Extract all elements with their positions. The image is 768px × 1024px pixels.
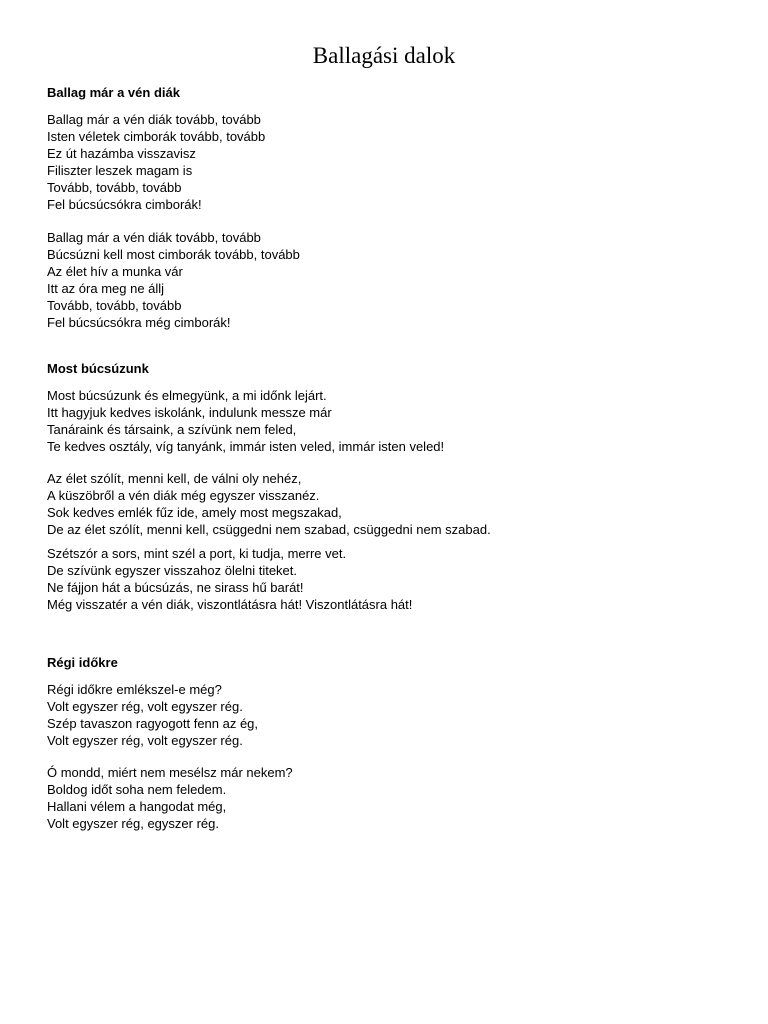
lyric-line: Szép tavaszon ragyogott fenn az ég, bbox=[47, 716, 259, 731]
lyric-line: Tanáraink és társaink, a szívünk nem feled, bbox=[47, 422, 297, 437]
lyric-line: Ó mondd, miért nem mesélsz már nekem? bbox=[47, 765, 293, 780]
song-ballag-mar-a-ven-diak bbox=[47, 84, 737, 331]
lyric-line: Volt egyszer rég, egyszer rég. bbox=[47, 816, 219, 831]
lyric-line: Ballag már a vén diák tovább, tovább bbox=[47, 112, 261, 127]
stanza bbox=[47, 681, 737, 749]
lyric-line: Tovább, tovább, tovább bbox=[47, 180, 182, 195]
lyric-line: Volt egyszer rég, volt egyszer rég. bbox=[47, 733, 243, 748]
lyric-line: Ne fájjon hát a búcsúzás, ne sirass hű barát! bbox=[47, 580, 304, 595]
lyric-line: Volt egyszer rég, volt egyszer rég. bbox=[47, 699, 243, 714]
song-title: Most búcsúzunk bbox=[47, 361, 149, 376]
lyric-line: De szívünk egyszer visszahoz ölelni titeket. bbox=[47, 563, 297, 578]
lyric-line: Ez út hazámba visszavisz bbox=[47, 146, 196, 161]
lyric-line: De az élet szólít, menni kell, csüggedni nem szabad, csüggedni nem szabad. bbox=[47, 522, 491, 537]
lyric-line: Még visszatér a vén diák, viszontlátásra hát! Viszontlátásra hát! bbox=[47, 597, 413, 612]
lyric-line: Fel búcsúcsókra még cimborák! bbox=[47, 315, 231, 330]
lyric-line: Ballag már a vén diák tovább, tovább bbox=[47, 230, 261, 245]
stanza bbox=[47, 229, 737, 331]
song-title: Régi időkre bbox=[47, 655, 118, 670]
document-title: Ballagási dalok bbox=[312, 43, 456, 68]
lyric-line: Most búcsúzunk és elmegyünk, a mi időnk lejárt. bbox=[47, 388, 327, 403]
lyric-line: Isten véletek cimborák tovább, tovább bbox=[47, 129, 266, 144]
lyric-line: Sok kedves emlék fűz ide, amely most megszakad, bbox=[47, 505, 342, 520]
stanza bbox=[47, 545, 737, 613]
lyric-line: A küszöbről a vén diák még egyszer visszanéz. bbox=[47, 488, 320, 503]
lyric-line: Itt hagyjuk kedves iskolánk, indulunk messze már bbox=[47, 405, 332, 420]
lyric-line: Az élet szólít, menni kell, de válni oly nehéz, bbox=[47, 471, 302, 486]
lyric-line: Boldog időt soha nem feledem. bbox=[47, 782, 227, 797]
song-title: Ballag már a vén diák bbox=[47, 85, 180, 100]
stanza bbox=[47, 470, 737, 538]
stanza bbox=[47, 387, 737, 455]
lyric-line: Filiszter leszek magam is bbox=[47, 163, 193, 178]
lyric-line: Hallani vélem a hangodat még, bbox=[47, 799, 227, 814]
lyric-line: Az élet hív a munka vár bbox=[47, 264, 183, 279]
lyric-line: Itt az óra meg ne állj bbox=[47, 281, 165, 296]
document-body bbox=[47, 84, 737, 832]
stanza bbox=[47, 764, 737, 832]
song-regi-idokre bbox=[47, 654, 737, 832]
lyric-line: Fel búcsúcsókra cimborák! bbox=[47, 197, 202, 212]
lyric-line: Búcsúzni kell most cimborák tovább, tovább bbox=[47, 247, 300, 262]
lyric-line: Régi időkre emlékszel-e még? bbox=[47, 682, 222, 697]
song-most-bucsuzunk bbox=[47, 360, 737, 613]
lyric-line: Te kedves osztály, víg tanyánk, immár isten veled, immár isten veled! bbox=[47, 439, 445, 454]
stanza bbox=[47, 111, 737, 213]
lyric-line: Szétszór a sors, mint szél a port, ki tudja, merre vet. bbox=[47, 546, 347, 561]
lyric-line: Tovább, tovább, tovább bbox=[47, 298, 182, 313]
